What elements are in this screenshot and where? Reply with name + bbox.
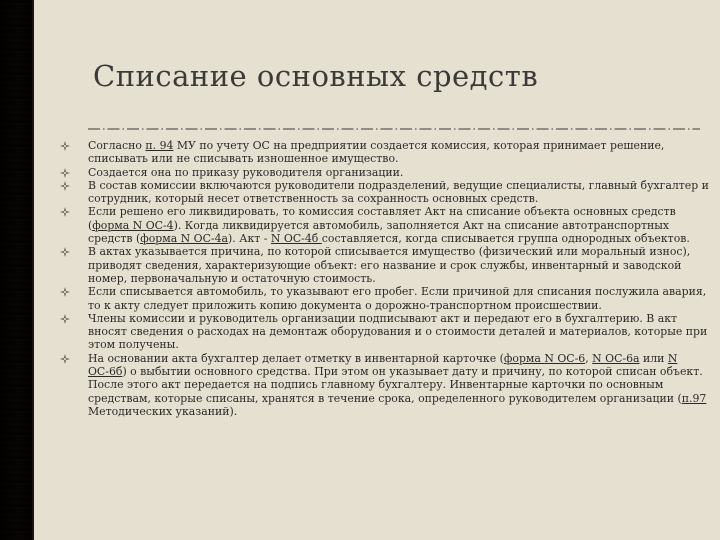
page-title: Списание основных средств: [93, 59, 539, 94]
document-link[interactable]: N ОС-6б: [88, 351, 678, 379]
item-text: ,: [585, 351, 593, 365]
list-item: [60, 312, 710, 352]
list-item: [60, 245, 710, 285]
dashed-divider: [88, 126, 700, 132]
diamond-bullet-icon: [60, 314, 70, 324]
item-text: составляется, когда списывается группа однородных объектов.: [321, 232, 690, 246]
list-item: [60, 139, 710, 166]
item-text: В состав комиссии включаются руководители подразделений, ведущие специалисты, главный бухгалтер и сотрудник, который несет ответственность за сохранность основных средств.: [88, 178, 709, 206]
item-text: Создается она по приказу руководителя организации.: [88, 165, 404, 179]
document-link[interactable]: п. 94: [145, 139, 174, 152]
document-link[interactable]: N ОС-6а: [592, 351, 640, 365]
item-text: Если списывается автомобиль, то указывают его пробег. Если причиной для списания послужила авария, то к акту следует приложить копию документа о дорожно-транспортном происшествии.: [88, 285, 707, 312]
item-text: Методических указаний).: [88, 404, 238, 418]
item-text: На основании акта бухгалтер делает отметку в инвентарной карточке (: [88, 351, 504, 365]
item-text: ). Акт -: [228, 232, 271, 246]
diamond-bullet-icon: [60, 247, 70, 257]
item-text: или: [639, 351, 668, 365]
list-item: [60, 352, 710, 418]
item-text: МУ по учету ОС на предприятии создается комиссия, которая принимает решение, списывать или не списывать изношенное имущество.: [88, 139, 665, 166]
decorative-left-border: [0, 0, 34, 540]
list-item: [60, 285, 710, 312]
item-text: Члены комиссии и руководитель организации подписывают акт и передают его в бухгалтерию. В акт вносят сведения о расходах на демонтаж оборудования и о стоимости деталей и материалов, которые при этом получены.: [88, 311, 708, 352]
diamond-bullet-icon: [60, 354, 70, 364]
item-text: Если решено его ликвидировать, то комиссия составляет Акт на списание объекта основных средств (: [88, 205, 676, 232]
document-link[interactable]: форма N ОС-4: [92, 218, 174, 232]
diamond-bullet-icon: [60, 181, 70, 191]
diamond-bullet-icon: [60, 141, 70, 151]
list-item: [60, 205, 710, 245]
list-item: [60, 166, 710, 179]
document-link[interactable]: форма N ОС-6: [503, 351, 586, 365]
list-item: [60, 179, 710, 206]
document-link[interactable]: N ОС-4б: [270, 232, 322, 246]
bullet-list: [60, 139, 710, 418]
item-text: Согласно: [88, 139, 146, 152]
item-text: ) о выбытии основного средства. При этом он указывает дату и причину, по которой списан объект. После этого акт передается на подпись главному бухгалтеру. Инвентарные карточки по основным средствам, которые списаны, хранятся в течение срока, определенного руководителем организации (: [88, 365, 703, 405]
diamond-bullet-icon: [60, 287, 70, 297]
item-text: ). Когда ликвидируется автомобиль, заполняется Акт на списание автотранспортных средств (: [88, 218, 670, 246]
item-text: В актах указывается причина, по которой списывается имущество (физический или моральный износ), приводят сведения, характеризующие объект: его название и срок службы, инвентарный и заводской номер, первоначальную и остаточную стоимость.: [88, 245, 691, 285]
document-link[interactable]: форма N ОС-4а: [140, 232, 229, 246]
document-link[interactable]: п.97: [681, 391, 707, 405]
diamond-bullet-icon: [60, 168, 70, 178]
diamond-bullet-icon: [60, 207, 70, 217]
